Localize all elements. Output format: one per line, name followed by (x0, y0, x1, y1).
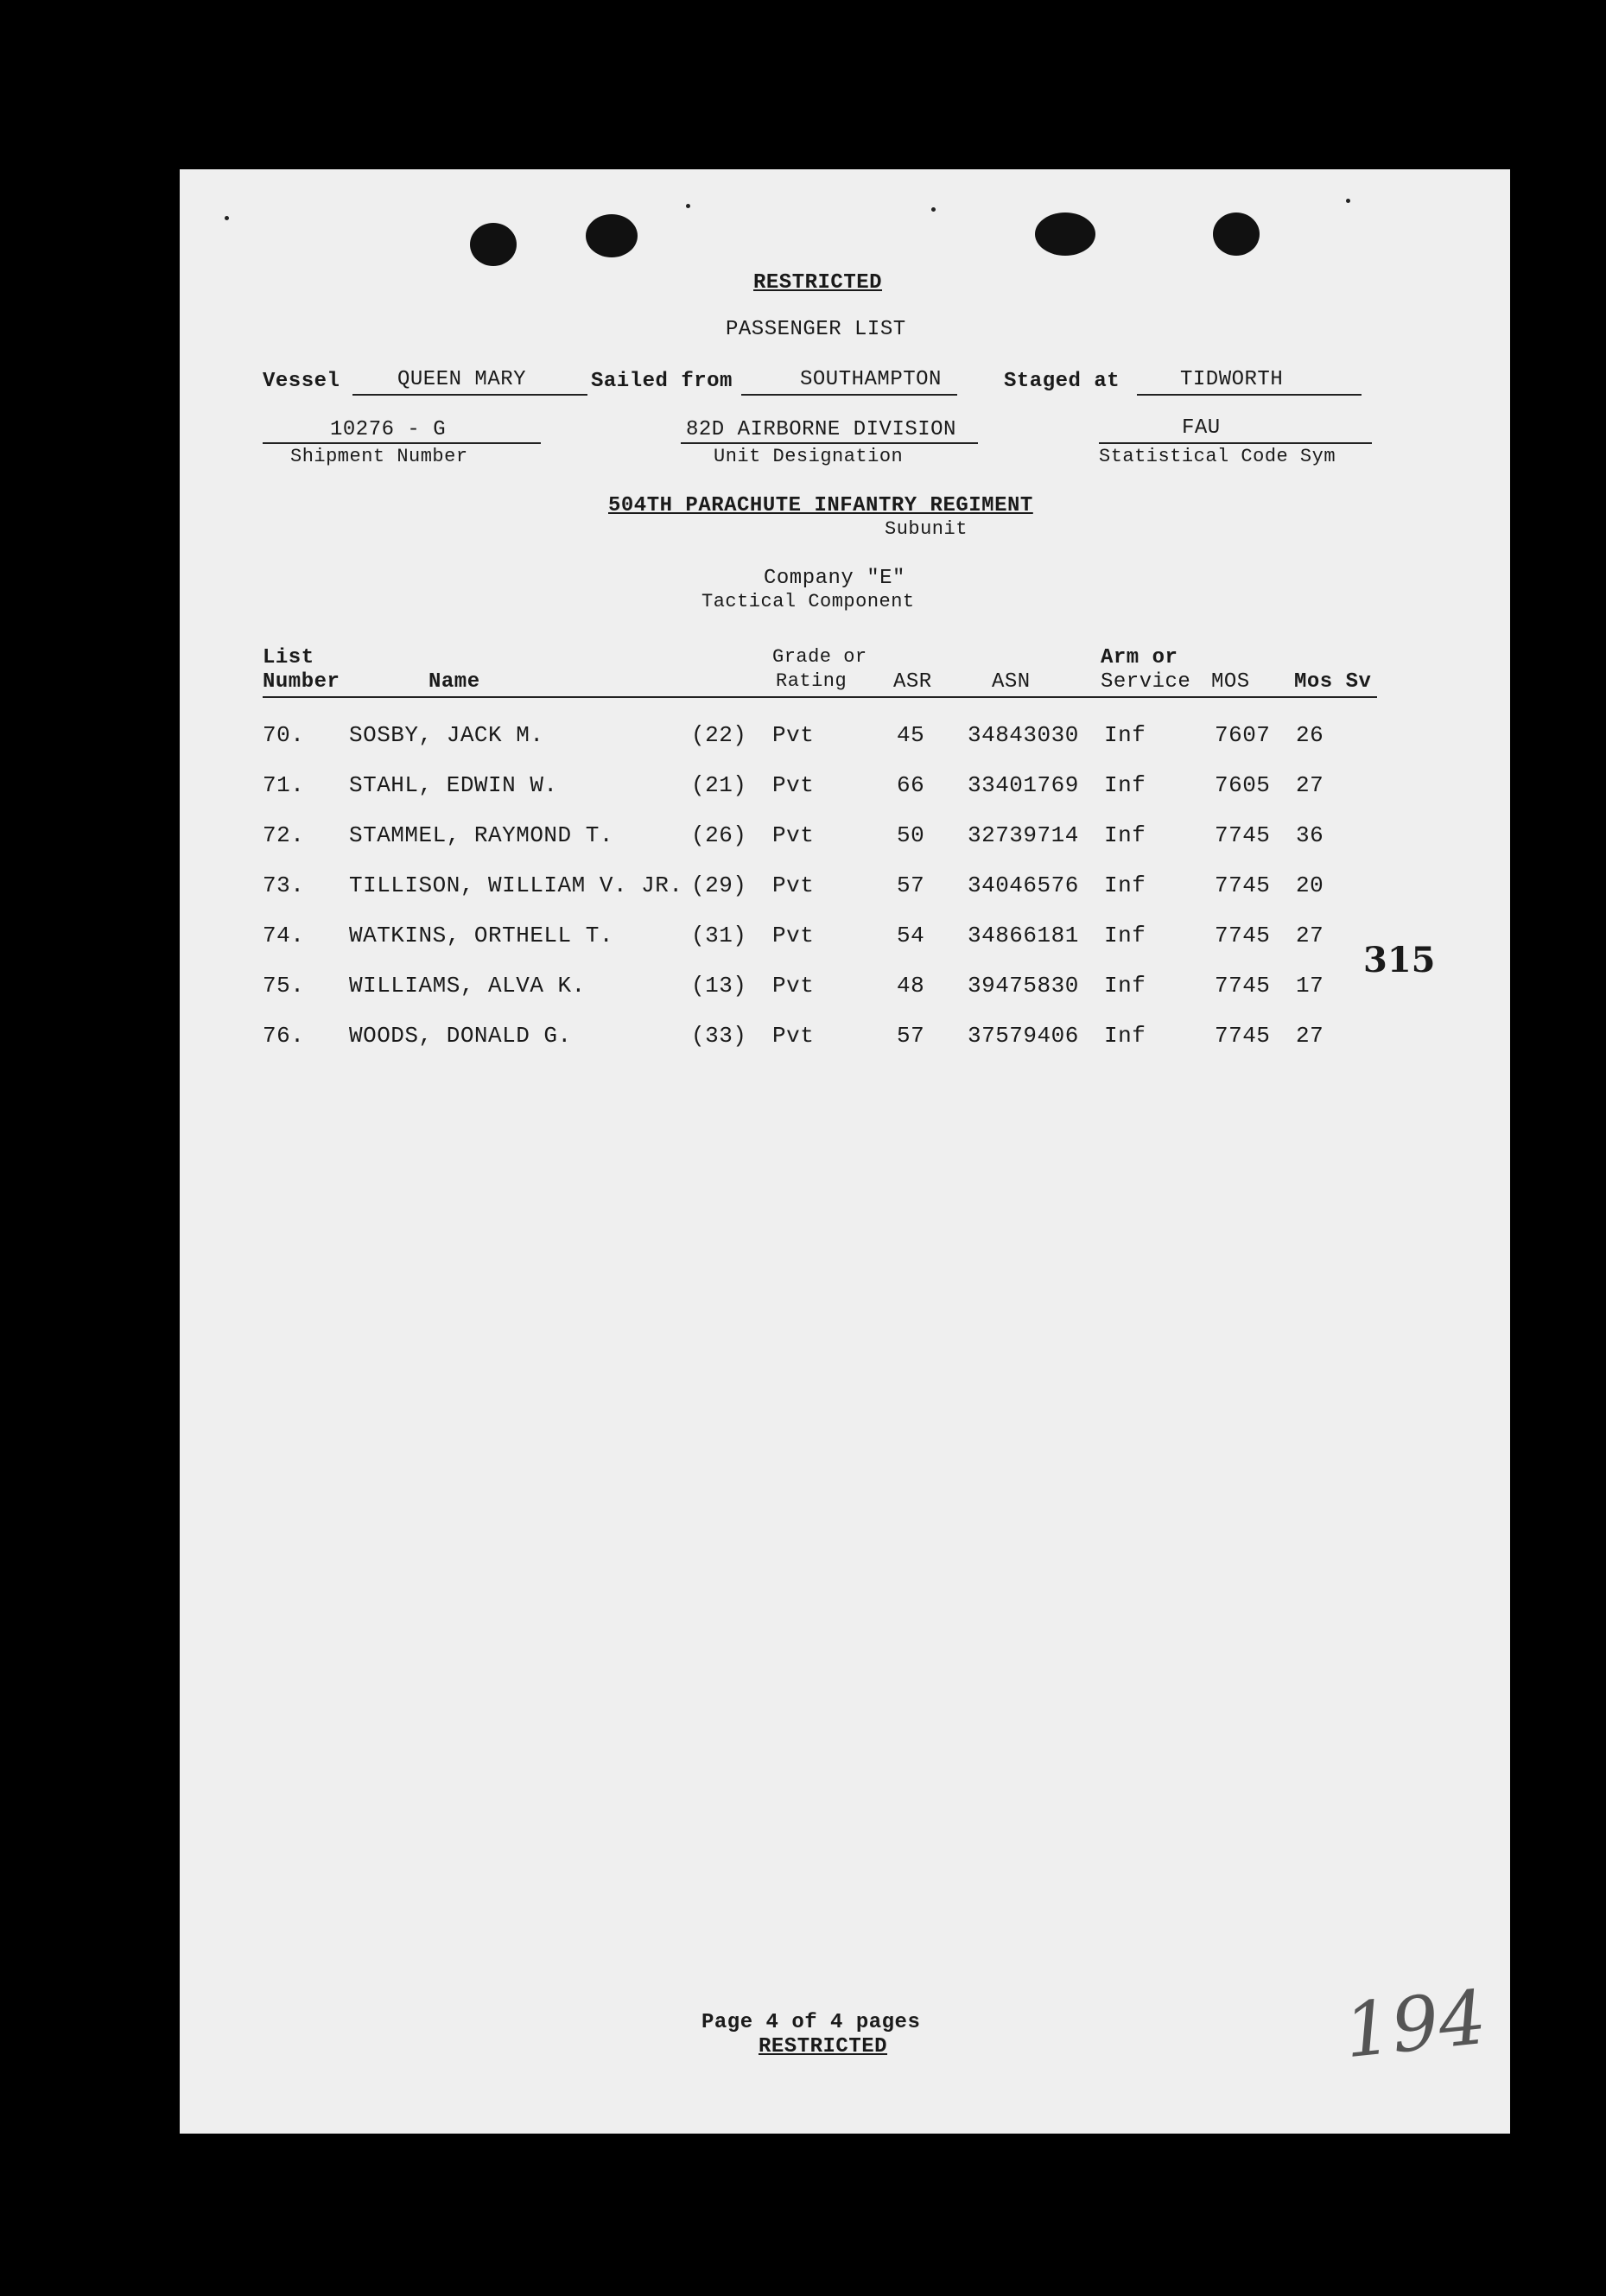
col-arm-1: Arm or (1101, 646, 1178, 669)
row-number: 75. (263, 973, 305, 999)
row-number: 71. (263, 772, 305, 798)
row-arm: Inf (1104, 772, 1146, 798)
list-title: PASSENGER LIST (726, 318, 906, 341)
row-asn: 32739714 (968, 822, 1079, 848)
punch-hole (1035, 212, 1095, 256)
punch-hole (470, 223, 517, 266)
col-mos: MOS (1211, 670, 1250, 694)
col-mos-sv: Mos Sv (1294, 670, 1372, 694)
row-grade: Pvt (772, 973, 815, 999)
row-mos: 7607 (1215, 722, 1271, 748)
row-mos-sv: 27 (1296, 1023, 1324, 1049)
row-grade: Pvt (772, 872, 815, 898)
row-mos: 7745 (1215, 872, 1271, 898)
row-age: (13) (691, 973, 747, 999)
row-asr: 66 (897, 772, 925, 798)
regiment-label: Subunit (885, 518, 968, 540)
margin-stamp: 315 (1363, 940, 1436, 980)
col-arm-2: Service (1101, 670, 1191, 694)
row-number: 72. (263, 822, 305, 848)
row-name: TILLISON, WILLIAM V. JR. (349, 872, 683, 898)
row-mos-sv: 36 (1296, 822, 1324, 848)
row-arm: Inf (1104, 1023, 1146, 1049)
row-grade: Pvt (772, 772, 815, 798)
col-asr: ASR (893, 670, 932, 694)
row-mos-sv: 20 (1296, 872, 1324, 898)
row-arm: Inf (1104, 822, 1146, 848)
row-mos-sv: 27 (1296, 923, 1324, 948)
row-grade: Pvt (772, 923, 815, 948)
shipment-number: 10276 - G (330, 418, 447, 441)
row-age: (22) (691, 722, 747, 748)
staged-label: Staged at (1004, 370, 1120, 393)
row-mos: 7605 (1215, 772, 1271, 798)
classification-top: RESTRICTED (753, 271, 883, 295)
row-mos: 7745 (1215, 1023, 1271, 1049)
col-grade-1: Grade or (772, 646, 867, 668)
row-name: STAHL, EDWIN W. (349, 772, 558, 798)
row-mos-sv: 27 (1296, 772, 1324, 798)
col-list-2: Number (263, 670, 340, 694)
row-age: (26) (691, 822, 747, 848)
row-asr: 54 (897, 923, 925, 948)
row-name: WILLIAMS, ALVA K. (349, 973, 586, 999)
handwritten-number: 194 (1340, 1974, 1490, 2076)
speck (1346, 199, 1350, 203)
code-label: Statistical Code Sym (1099, 446, 1336, 467)
shipment-label: Shipment Number (290, 446, 468, 467)
row-mos: 7745 (1215, 973, 1271, 999)
footer-page: Page 4 of 4 pages (701, 2011, 921, 2034)
row-asr: 57 (897, 1023, 925, 1049)
punch-hole (1213, 212, 1260, 256)
row-asn: 34843030 (968, 722, 1079, 748)
row-arm: Inf (1104, 973, 1146, 999)
speck (686, 204, 690, 208)
sailed-value: SOUTHAMPTON (800, 368, 942, 391)
row-name: WOODS, DONALD G. (349, 1023, 572, 1049)
row-asr: 48 (897, 973, 925, 999)
row-asr: 50 (897, 822, 925, 848)
staged-value: TIDWORTH (1180, 368, 1284, 391)
row-mos-sv: 26 (1296, 722, 1324, 748)
statistical-code: FAU (1182, 416, 1221, 440)
row-asn: 34046576 (968, 872, 1079, 898)
staged-underline (1137, 394, 1362, 396)
vessel-underline (352, 394, 587, 396)
sailed-underline (741, 394, 957, 396)
punch-hole (586, 214, 638, 257)
sailed-label: Sailed from (591, 370, 733, 393)
row-name: WATKINS, ORTHELL T. (349, 923, 613, 948)
unit-designation: 82D AIRBORNE DIVISION (686, 418, 956, 441)
row-grade: Pvt (772, 1023, 815, 1049)
shipment-underline (263, 442, 541, 444)
company-label: Tactical Component (701, 591, 915, 612)
header-rule (263, 696, 1377, 698)
row-arm: Inf (1104, 923, 1146, 948)
row-arm: Inf (1104, 722, 1146, 748)
row-asn: 37579406 (968, 1023, 1079, 1049)
row-age: (33) (691, 1023, 747, 1049)
col-grade-2: Rating (776, 670, 847, 692)
row-asn: 33401769 (968, 772, 1079, 798)
row-mos: 7745 (1215, 822, 1271, 848)
row-asr: 45 (897, 722, 925, 748)
unit-underline (681, 442, 978, 444)
row-age: (21) (691, 772, 747, 798)
row-number: 70. (263, 722, 305, 748)
regiment: 504TH PARACHUTE INFANTRY REGIMENT (608, 494, 1033, 517)
col-list-1: List (263, 646, 314, 669)
row-number: 74. (263, 923, 305, 948)
code-underline (1099, 442, 1372, 444)
row-number: 76. (263, 1023, 305, 1049)
col-name: Name (428, 670, 480, 694)
row-age: (29) (691, 872, 747, 898)
row-grade: Pvt (772, 822, 815, 848)
row-grade: Pvt (772, 722, 815, 748)
row-age: (31) (691, 923, 747, 948)
vessel-label: Vessel (263, 370, 340, 393)
row-name: SOSBY, JACK M. (349, 722, 544, 748)
row-number: 73. (263, 872, 305, 898)
row-mos: 7745 (1215, 923, 1271, 948)
unit-label: Unit Designation (714, 446, 904, 467)
row-asn: 39475830 (968, 973, 1079, 999)
col-asn: ASN (992, 670, 1031, 694)
classification-bottom: RESTRICTED (759, 2035, 888, 2058)
company: Company "E" (764, 567, 905, 590)
row-asn: 34866181 (968, 923, 1079, 948)
speck (225, 216, 229, 220)
row-mos-sv: 17 (1296, 973, 1324, 999)
row-arm: Inf (1104, 872, 1146, 898)
row-name: STAMMEL, RAYMOND T. (349, 822, 613, 848)
speck (931, 207, 936, 212)
document-sheet (180, 169, 1510, 2134)
row-asr: 57 (897, 872, 925, 898)
vessel-value: QUEEN MARY (397, 368, 527, 391)
